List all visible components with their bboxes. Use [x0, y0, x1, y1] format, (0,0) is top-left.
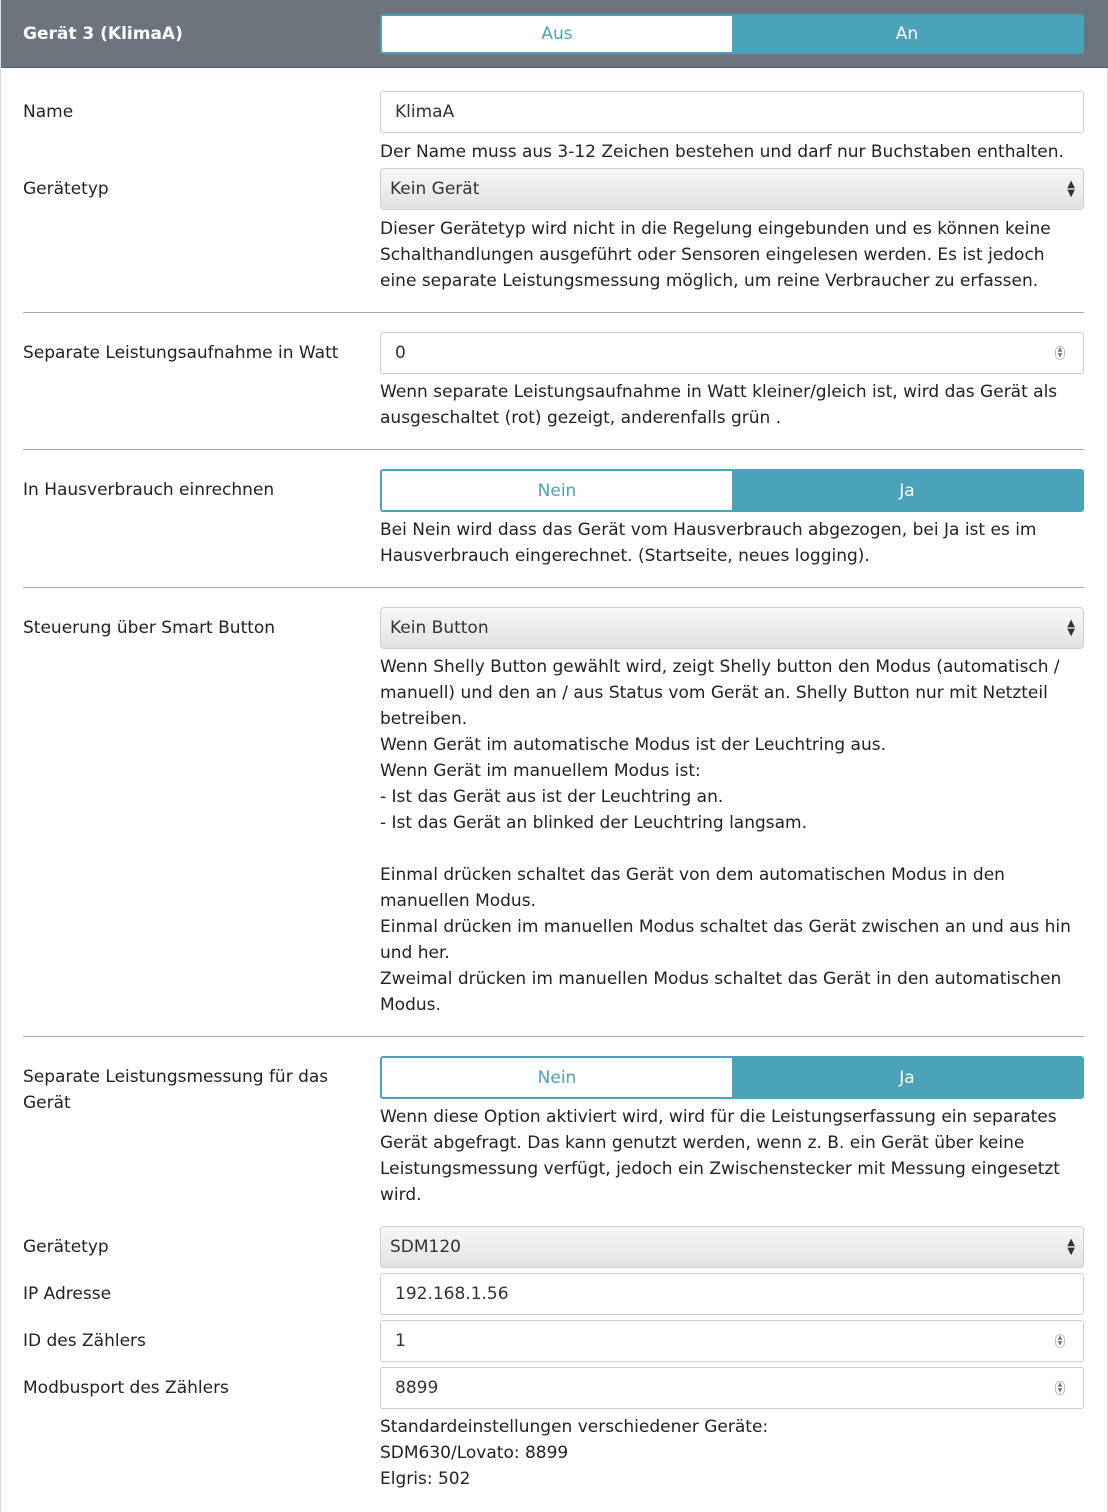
ip-input[interactable]: 192.168.1.56 [380, 1273, 1084, 1315]
help-line: Einmal drücken im manuellen Modus schaltet das Gerät zwischen an und aus hin und her. [380, 917, 1071, 963]
number-spinner-icon[interactable]: ▲ ▼ [1055, 1381, 1065, 1395]
meter-type-select[interactable] [380, 1226, 1084, 1268]
meter-type-label: Gerätetyp [23, 1237, 109, 1257]
house-consumption-help: Bei Nein wird dass das Gerät vom Hausverbrauch abgezogen, bei Ja ist es im Hausverbrauch eingerechnet. (Startseite, neues logging). [380, 520, 1037, 566]
name-label: Name [23, 102, 74, 122]
select-arrows-icon: ▲ ▼ [1067, 179, 1075, 199]
device-type-help: Dieser Gerätetyp wird nicht in die Regelung eingebunden und es können keine Schalthandlungen ausgeführt oder Sensoren eingelesen werden. Es ist jedoch eine separate Leistungsmessung möglich, um reine Verbraucher zu erfassen. [380, 219, 1051, 291]
separate-measurement-no-button[interactable]: Nein [382, 1058, 732, 1097]
help-line: Wenn Gerät im manuellem Modus ist: [380, 761, 701, 781]
help-spacer [380, 836, 1084, 862]
house-consumption-toggle[interactable] [380, 469, 1084, 512]
meter-type-value: SDM120 [390, 1237, 461, 1257]
house-consumption-yes-button[interactable]: Ja [732, 471, 1082, 510]
help-line: Standardeinstellungen verschiedener Geräte: [380, 1417, 769, 1437]
help-line: Wenn Gerät im automatische Modus ist der Leuchtring aus. [380, 735, 886, 755]
smart-button-label: Steuerung über Smart Button [23, 618, 276, 638]
divider [23, 312, 1084, 313]
separate-measurement-help: Wenn diese Option aktiviert wird, wird für die Leistungserfassung ein separates Gerät abgefragt. Das kann genutzt werden, wenn z. B. ein Gerät über keine Leistungsmessung verfügt, jedoch ein Zwischenstecker mit Messung eingesetzt wird. [380, 1107, 1060, 1205]
meter-id-label: ID des Zählers [23, 1331, 146, 1351]
power-watt-value: 0 [395, 343, 406, 363]
power-watt-label: Separate Leistungsaufnahme in Watt [23, 343, 339, 363]
help-line: - Ist das Gerät an blinked der Leuchtring langsam. [380, 813, 808, 833]
card-header [1, 0, 1108, 68]
power-watt-input[interactable] [380, 332, 1084, 374]
house-consumption-no-button[interactable]: Nein [382, 471, 732, 510]
name-input[interactable]: KlimaA [380, 91, 1084, 133]
select-arrows-icon: ▲ ▼ [1067, 1237, 1075, 1257]
device-active-toggle[interactable] [380, 14, 1084, 54]
help-line: - Ist das Gerät aus ist der Leuchtring an. [380, 787, 724, 807]
ip-label: IP Adresse [23, 1284, 112, 1304]
power-watt-help: Wenn separate Leistungsaufnahme in Watt kleiner/gleich ist, wird das Gerät als ausgeschaltet (rot) gezeigt, anderenfalls grün . [380, 382, 1058, 428]
modbus-port-label: Modbusport des Zählers [23, 1378, 229, 1398]
smart-button-select[interactable] [380, 607, 1084, 649]
toggle-off-button[interactable]: Aus [382, 16, 732, 52]
name-help: Der Name muss aus 3-12 Zeichen bestehen und darf nur Buchstaben enthalten. [380, 142, 1064, 162]
modbus-port-input[interactable] [380, 1367, 1084, 1409]
smart-button-help [380, 654, 1084, 1018]
house-consumption-label: In Hausverbrauch einrechnen [23, 480, 275, 500]
toggle-on-button[interactable]: An [732, 16, 1082, 52]
separate-measurement-toggle[interactable] [380, 1056, 1084, 1099]
meter-id-input[interactable] [380, 1320, 1084, 1362]
number-spinner-icon[interactable]: ▲ ▼ [1055, 1334, 1065, 1348]
help-line: Elgris: 502 [380, 1469, 471, 1489]
help-line: Einmal drücken schaltet das Gerät von dem automatischen Modus in den manuellen Modus. [380, 865, 1005, 911]
help-line: Zweimal drücken im manuellen Modus schaltet das Gerät in den automatischen Modus. [380, 969, 1062, 1015]
help-line: Wenn Shelly Button gewählt wird, zeigt Shelly button den Modus (automatisch / manuell) und den an / aus Status vom Gerät an. Shelly Button nur mit Netzteil betreiben. [380, 657, 1060, 729]
device-type-value: Kein Gerät [390, 179, 480, 199]
smart-button-value: Kein Button [390, 618, 489, 638]
device-type-select[interactable] [380, 168, 1084, 210]
modbus-port-help [380, 1414, 1084, 1492]
meter-id-value: 1 [395, 1331, 406, 1351]
divider [23, 1036, 1084, 1037]
device-title: Gerät 3 (KlimaA) [23, 24, 183, 44]
divider [23, 449, 1084, 450]
divider [23, 587, 1084, 588]
select-arrows-icon: ▲ ▼ [1067, 618, 1075, 638]
help-line: SDM630/Lovato: 8899 [380, 1443, 569, 1463]
modbus-port-value: 8899 [395, 1378, 439, 1398]
separate-measurement-label: Separate Leistungsmessung für das Gerät [23, 1067, 329, 1113]
separate-measurement-yes-button[interactable]: Ja [732, 1058, 1082, 1097]
device-type-label: Gerätetyp [23, 179, 109, 199]
number-spinner-icon[interactable]: ▲ ▼ [1055, 346, 1065, 360]
